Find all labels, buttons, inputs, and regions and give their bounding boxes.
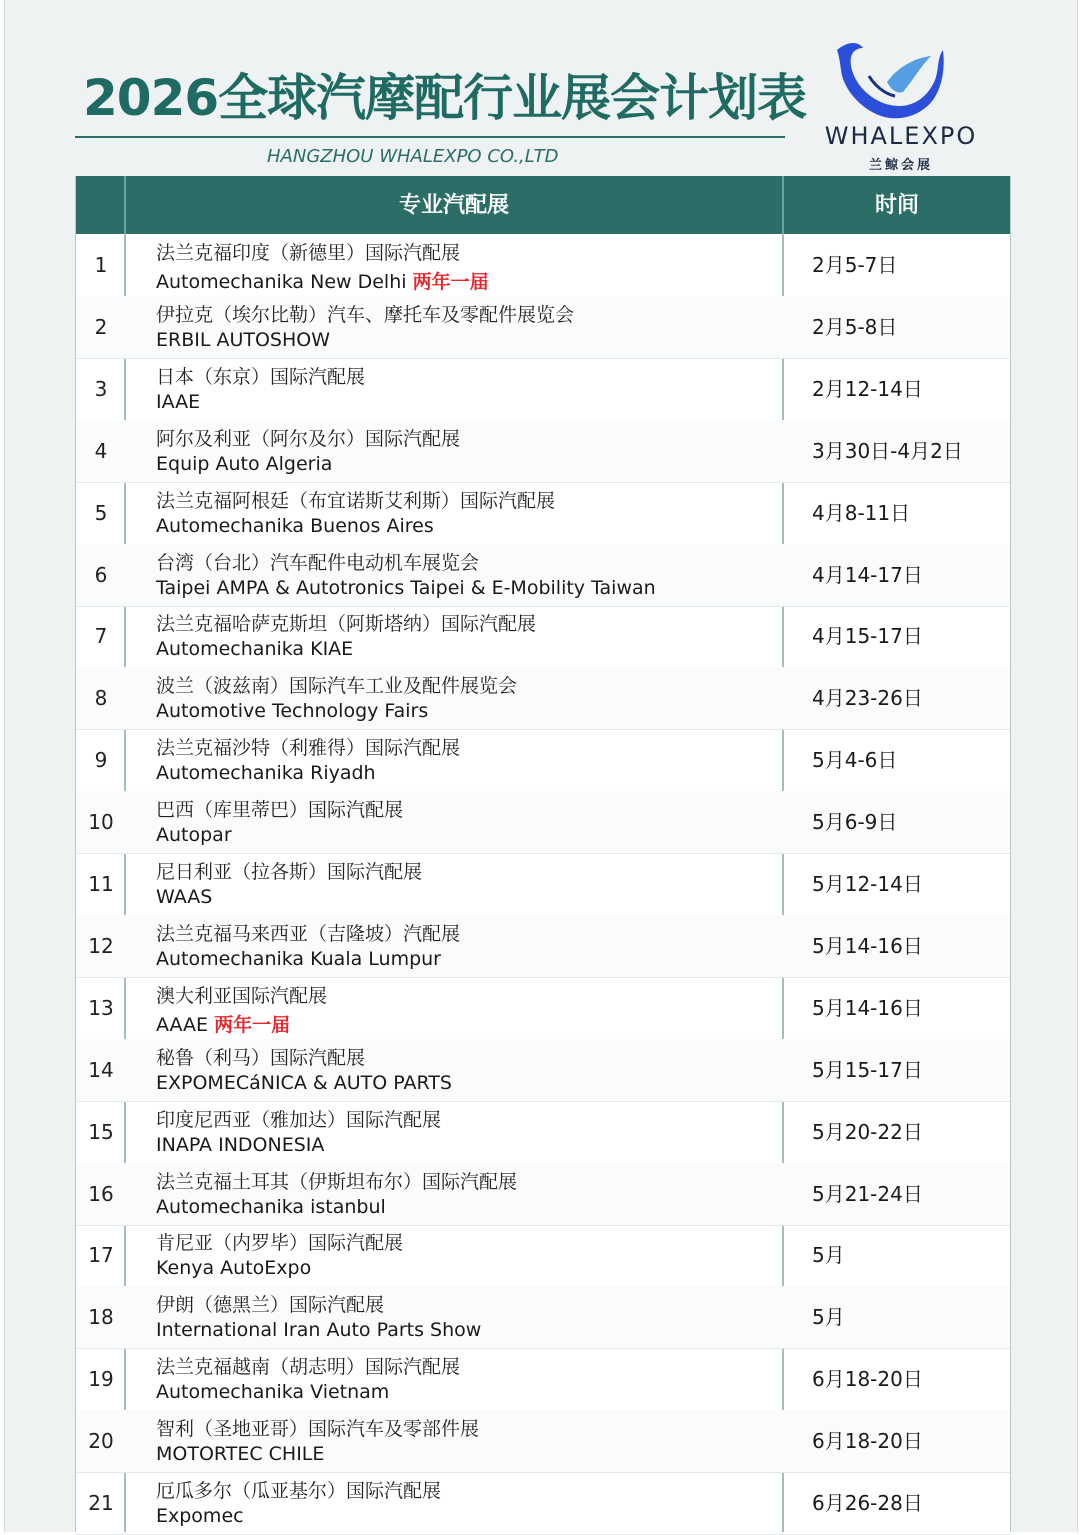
exhibition-date: 5月12-14日 (812, 872, 923, 896)
row-number: 20 (88, 1429, 114, 1454)
table-row (76, 1163, 1010, 1226)
column-header-exhibition: 专业汽配展 (398, 193, 509, 218)
exhibition-date: 6月18-20日 (812, 1429, 923, 1454)
exhibition-name-en (156, 638, 353, 660)
exhibition-name-en (156, 700, 428, 722)
table-row (76, 234, 1010, 297)
exhibition-name-en-text: EXPOMECáNICA & AUTO PARTS (156, 1071, 452, 1094)
exhibition-name-en (156, 1505, 244, 1527)
row-number: 5 (94, 500, 108, 525)
exhibition-date: 2月12-14日 (812, 376, 923, 401)
exhibition-name-cn: 伊拉克（埃尔比勒）汽车、摩托车及零配件展览会 (156, 303, 575, 326)
exhibition-name-en (156, 391, 200, 413)
row-number: 7 (94, 624, 108, 649)
exhibition-name-en-text: Automotive Technology Fairs (156, 700, 429, 723)
exhibition-name-cn: 秘鲁（利马）国际汽配展 (156, 1046, 366, 1069)
row-number: 8 (94, 686, 108, 711)
exhibition-name-en-text: Automechanika istanbul (156, 1195, 386, 1218)
table-row (76, 296, 1010, 359)
exhibition-name-en (156, 1196, 386, 1218)
brand-name-cn: 兰鲸会展 (868, 158, 933, 173)
table-row (76, 1348, 1010, 1411)
exhibition-name-en-text: Automechanika New Delhi (156, 271, 407, 293)
whale-icon (829, 36, 949, 122)
exhibition-name-cn: 台湾（台北）汽车配件电动机车展览会 (156, 551, 480, 574)
exhibition-date: 5月21-24日 (812, 1181, 923, 1206)
row-number: 17 (88, 1243, 114, 1268)
exhibition-name-cn: 日本（东京）国际汽配展 (156, 365, 366, 388)
exhibition-name-en-text: ERBIL AUTOSHOW (156, 328, 331, 351)
row-number: 15 (88, 1119, 114, 1144)
table-row (76, 667, 1010, 730)
row-number: 6 (94, 562, 108, 587)
table-row (76, 977, 1010, 1040)
exhibition-name-cn: 澳大利亚国际汽配展 (156, 984, 328, 1007)
table-header (76, 176, 1010, 234)
exhibition-date: 5月 (812, 1243, 845, 1268)
exhibition-date: 5月6-9日 (812, 810, 898, 835)
exhibition-date: 5月14-16日 (812, 933, 923, 958)
header-divider (124, 176, 126, 234)
whalexpo-logo (801, 36, 1001, 176)
company-subtitle: HANGZHOU WHALEXPO CO.,LTD (267, 146, 559, 167)
exhibition-name-en-text: Equip Auto Algeria (156, 452, 333, 475)
exhibition-name-en-text: Automechanika KIAE (156, 638, 354, 661)
exhibition-name-en (156, 1319, 481, 1341)
header-divider (782, 176, 784, 234)
exhibition-date: 4月15-17日 (812, 624, 923, 649)
exhibition-table (75, 176, 1011, 1532)
table-row (76, 1101, 1010, 1164)
exhibition-name-cn: 法兰克福土耳其（伊斯坦布尔）国际汽配展 (156, 1170, 518, 1193)
exhibition-name-en (156, 1443, 324, 1465)
exhibition-name-en-text: WAAS (156, 886, 213, 908)
row-number: 18 (88, 1305, 114, 1330)
exhibition-date: 2月5-7日 (812, 253, 898, 277)
exhibition-name-cn: 尼日利亚（拉各斯）国际汽配展 (156, 861, 423, 883)
exhibition-name-cn: 阿尔及利亚（阿尔及尔）国际汽配展 (156, 427, 461, 450)
table-row (76, 544, 1010, 607)
exhibition-date: 2月5-8日 (812, 314, 898, 339)
exhibition-name-cn: 厄瓜多尔（瓜亚基尔）国际汽配展 (156, 1480, 442, 1502)
exhibition-name-en-text: Automechanika Kuala Lumpur (156, 947, 441, 970)
exhibition-name-en (156, 1134, 324, 1156)
exhibition-date: 6月26-28日 (812, 1491, 923, 1515)
exhibition-name-en (156, 515, 434, 537)
row-number: 16 (88, 1181, 114, 1206)
table-row (76, 1224, 1010, 1287)
exhibition-name-en (156, 824, 232, 846)
exhibition-date: 5月4-6日 (812, 748, 898, 773)
exhibition-date: 6月18-20日 (812, 1367, 923, 1392)
biennial-tag: 两年一届 (412, 271, 489, 293)
table-row (76, 482, 1010, 545)
exhibition-name-en (156, 329, 330, 351)
row-number: 21 (88, 1491, 114, 1515)
table-row (76, 915, 1010, 978)
exhibition-name-cn: 巴西（库里蒂巴）国际汽配展 (156, 799, 404, 822)
table-row (76, 853, 1010, 916)
exhibition-date: 5月15-17日 (812, 1057, 923, 1082)
exhibition-name-en (156, 453, 332, 475)
exhibition-name-cn: 智利（圣地亚哥）国际汽车及零部件展 (156, 1418, 480, 1441)
row-number: 10 (88, 810, 114, 835)
exhibition-name-en-text: Kenya AutoExpo (156, 1257, 312, 1280)
biennial-tag: 两年一届 (214, 1013, 291, 1036)
table-row (76, 420, 1010, 483)
exhibition-name-en-text: Automechanika Buenos Aires (156, 514, 434, 537)
row-number: 12 (88, 933, 114, 958)
exhibition-name-en-text: International Iran Auto Parts Show (156, 1319, 482, 1342)
column-header-time: 时间 (874, 193, 919, 218)
exhibition-name-en-text: MOTORTEC CHILE (156, 1443, 325, 1466)
exhibition-date: 4月8-11日 (812, 500, 911, 525)
row-number: 9 (94, 748, 108, 773)
exhibition-name-en (156, 1257, 311, 1279)
exhibition-name-en (156, 1072, 452, 1094)
row-number: 1 (94, 253, 108, 277)
exhibition-name-en-text: INAPA INDONESIA (156, 1133, 325, 1156)
table-row (76, 729, 1010, 792)
table-row (76, 1472, 1010, 1535)
exhibition-name-en (156, 577, 656, 599)
row-number: 13 (88, 995, 114, 1020)
table-row (76, 358, 1010, 421)
row-number: 2 (94, 314, 108, 339)
exhibition-name-cn: 伊朗（德黑兰）国际汽配展 (156, 1294, 385, 1317)
row-number: 14 (88, 1057, 114, 1082)
exhibition-name-en (156, 267, 489, 294)
exhibition-name-cn: 法兰克福越南（胡志明）国际汽配展 (156, 1356, 461, 1379)
exhibition-date: 4月14-17日 (812, 562, 923, 587)
exhibition-name-en (156, 1010, 290, 1037)
table-row (76, 1410, 1010, 1473)
exhibition-name-en (156, 1381, 389, 1403)
exhibition-name-cn: 波兰（波兹南）国际汽车工业及配件展览会 (156, 675, 518, 698)
exhibition-date: 5月20-22日 (812, 1119, 923, 1144)
exhibition-name-en (156, 762, 376, 784)
exhibition-date: 5月 (812, 1305, 845, 1330)
exhibition-name-cn: 法兰克福马来西亚（吉隆坡）汽配展 (156, 922, 461, 945)
exhibition-date: 4月23-26日 (812, 686, 923, 711)
row-number: 11 (88, 872, 114, 896)
exhibition-name-cn: 法兰克福阿根廷（布宜诺斯艾利斯）国际汽配展 (156, 489, 556, 512)
page-background (4, 0, 1078, 1532)
brand-name: WHALEXPO (824, 122, 978, 150)
exhibition-date: 5月14-16日 (812, 995, 923, 1020)
exhibition-name-en-text: Automechanika Riyadh (156, 762, 376, 785)
exhibition-name-cn: 法兰克福沙特（利雅得）国际汽配展 (156, 737, 461, 760)
table-row (76, 1286, 1010, 1349)
exhibition-name-cn: 印度尼西亚（雅加达）国际汽配展 (156, 1108, 442, 1131)
table-row (76, 605, 1010, 668)
exhibition-name-en (156, 886, 212, 908)
exhibition-name-en-text: Taipei AMPA & Autotronics Taipei & E-Mobility Taiwan (156, 576, 656, 599)
title-divider (75, 136, 785, 138)
row-number: 3 (94, 376, 108, 401)
exhibition-name-en-text: Automechanika Vietnam (156, 1381, 390, 1404)
row-number: 4 (94, 438, 108, 463)
exhibition-name-en-text: AAAE (156, 1013, 209, 1036)
row-number: 19 (88, 1367, 114, 1392)
exhibition-name-cn: 肯尼亚（内罗毕）国际汽配展 (156, 1232, 404, 1255)
exhibition-name-cn: 法兰克福印度（新德里）国际汽配展 (156, 242, 461, 264)
exhibition-name-en-text: Expomec (156, 1505, 244, 1527)
page-title: 2026全球汽摩配行业展会计划表 (83, 69, 807, 127)
table-row (76, 791, 1010, 854)
exhibition-name-en (156, 948, 441, 970)
exhibition-name-cn: 法兰克福哈萨克斯坦（阿斯塔纳）国际汽配展 (156, 613, 537, 636)
table-row (76, 1039, 1010, 1102)
exhibition-name-en-text: IAAE (156, 390, 201, 413)
exhibition-name-en-text: Autopar (156, 824, 232, 847)
exhibition-date: 3月30日-4月2日 (812, 438, 963, 463)
